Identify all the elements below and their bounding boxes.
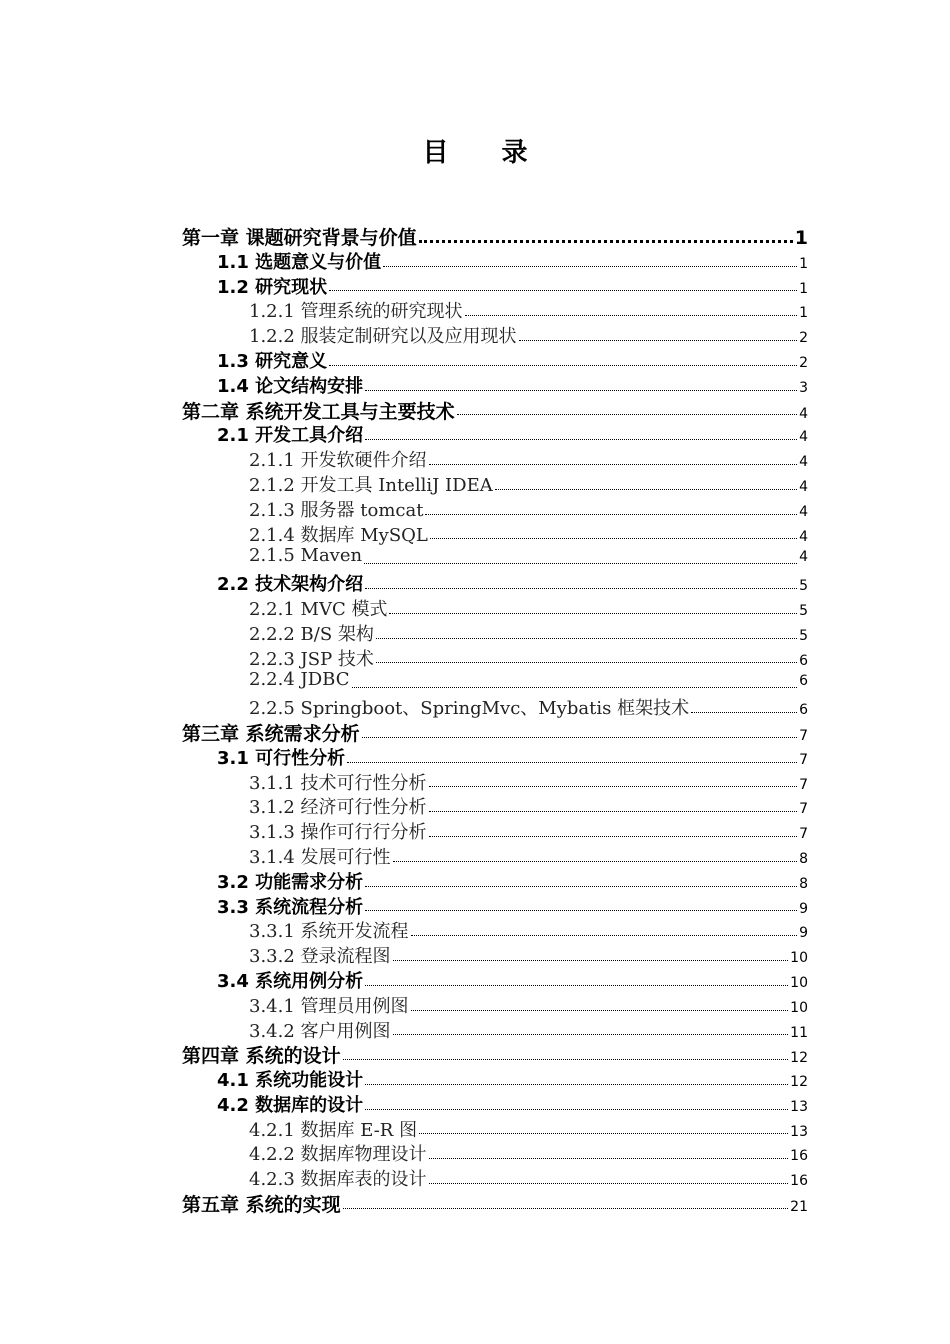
toc-entry[interactable] <box>182 471 808 496</box>
toc-entry-page-number: 11 <box>790 1024 808 1041</box>
dot-leader <box>365 1109 788 1110</box>
toc-entry[interactable] <box>182 893 808 918</box>
toc-entry-label: 第五章 系统的实现 <box>182 1194 341 1217</box>
toc-entry-page-number: 6 <box>799 652 808 669</box>
dot-leader <box>343 1059 789 1060</box>
toc-title: 目 录 <box>422 138 550 168</box>
toc-entry-label: 3.1.1 技术可行性分析 <box>249 772 427 794</box>
dot-leader <box>393 1034 789 1035</box>
toc-entry-page-number: 6 <box>799 702 808 719</box>
dot-leader <box>429 464 798 465</box>
toc-entry-label: 3.1.4 发展可行性 <box>249 846 391 868</box>
toc-entry-page-number: 16 <box>790 1148 808 1165</box>
dot-leader <box>411 1010 789 1011</box>
toc-entry-page-number: 1 <box>799 305 808 322</box>
toc-entry-page-number: 21 <box>790 1199 808 1216</box>
toc-entry-page-number: 12 <box>790 1074 808 1091</box>
toc-entry[interactable] <box>182 645 808 670</box>
toc-entry-page-number: 3 <box>799 379 808 396</box>
dot-leader <box>429 1158 789 1159</box>
toc-entry-label: 1.4 论文结构安排 <box>217 375 364 397</box>
dot-leader <box>457 414 797 415</box>
toc-entry[interactable] <box>182 793 808 818</box>
toc-entry[interactable] <box>182 620 808 645</box>
toc-entry[interactable] <box>182 297 808 322</box>
dot-leader <box>343 1208 789 1209</box>
toc-entry-label: 1.1 选题意义与价值 <box>217 251 382 273</box>
toc-entry[interactable] <box>182 769 808 794</box>
toc-entry-label: 1.2 研究现状 <box>217 276 328 298</box>
dot-leader <box>691 712 797 713</box>
dot-leader <box>519 340 798 341</box>
toc-entry-label: 2.1.2 开发工具 IntelliJ IDEA <box>249 474 493 496</box>
dot-leader <box>365 588 797 589</box>
dot-leader <box>329 290 797 291</box>
toc-entry-label: 2.1.3 服务器 tomcat <box>249 499 424 521</box>
toc-entry-label: 3.3.1 系统开发流程 <box>249 921 409 943</box>
toc-entry-page-number: 5 <box>799 627 808 644</box>
toc-entry-label: 3.3.2 登录流程图 <box>249 946 391 968</box>
toc-entry-label: 2.2.5 Springboot、SpringMvc、Mybatis 框架技术 <box>249 698 690 720</box>
dot-leader <box>465 315 798 316</box>
dot-leader <box>419 1133 788 1134</box>
toc-entry-label: 2.2.4 JDBC <box>249 669 350 691</box>
toc-entry[interactable] <box>182 1066 808 1091</box>
toc-entry-label: 3.1 可行性分析 <box>217 747 346 769</box>
dot-leader <box>429 1183 789 1184</box>
toc-entry-page-number: 7 <box>799 826 808 843</box>
toc-entry-page-number: 10 <box>790 950 808 967</box>
dot-leader <box>376 638 797 639</box>
dot-leader <box>430 538 797 539</box>
toc-entry-page-number: 16 <box>790 1173 808 1190</box>
toc-entry-label: 3.4.2 客户用例图 <box>249 1020 391 1042</box>
toc-entry-label: 3.1.2 经济可行性分析 <box>249 797 427 819</box>
dot-leader <box>365 390 797 391</box>
toc-entry-page-number: 7 <box>799 751 808 768</box>
dot-leader <box>347 762 797 763</box>
toc-entry[interactable] <box>182 719 808 744</box>
toc-entry-page-number: 9 <box>799 925 808 942</box>
toc-entry[interactable] <box>182 669 808 694</box>
toc-entry[interactable] <box>182 1017 808 1042</box>
toc-entry-page-number: 4 <box>799 528 808 545</box>
dot-leader <box>365 1084 788 1085</box>
toc-entry[interactable] <box>182 248 808 273</box>
toc-entry[interactable] <box>182 446 808 471</box>
dot-leader <box>389 613 797 614</box>
dot-leader <box>383 266 797 267</box>
toc-entry-label: 2.2 技术架构介绍 <box>217 574 364 596</box>
dot-leader <box>495 489 797 490</box>
dot-leader <box>365 910 797 911</box>
toc-entry-label: 第四章 系统的设计 <box>182 1045 341 1068</box>
toc-entry[interactable] <box>182 322 808 347</box>
toc-entry[interactable] <box>182 595 808 620</box>
dot-leader <box>365 439 797 440</box>
toc-entry[interactable] <box>182 521 808 546</box>
dot-leader <box>329 365 797 366</box>
toc-entry-page-number: 10 <box>790 974 808 991</box>
toc-entry-page-number: 5 <box>799 578 808 595</box>
dot-leader <box>425 514 797 515</box>
toc-entry-label: 3.4.1 管理员用例图 <box>249 995 409 1017</box>
table-of-contents <box>182 223 808 1215</box>
toc-entry-page-number: 4 <box>799 549 808 566</box>
dot-leader <box>376 662 797 663</box>
toc-entry-page-number: 8 <box>799 850 808 867</box>
toc-entry-label: 2.2.3 JSP 技术 <box>249 648 374 670</box>
toc-entry-page-number: 7 <box>799 801 808 818</box>
toc-entry-page-number: 6 <box>799 673 808 690</box>
dot-leader <box>393 861 798 862</box>
toc-entry-page-number: 7 <box>799 727 808 744</box>
toc-entry-page-number: 1 <box>799 280 808 297</box>
dot-leader <box>429 786 798 787</box>
toc-entry-page-number: 4 <box>799 478 808 495</box>
toc-entry[interactable] <box>182 843 808 868</box>
toc-entry-page-number: 2 <box>799 354 808 371</box>
toc-entry-label: 第一章 课题研究背景与价值 <box>182 227 417 249</box>
toc-entry-label: 4.1 系统功能设计 <box>217 1070 364 1092</box>
toc-entry-label: 2.1.1 开发软硬件介绍 <box>249 450 427 472</box>
toc-entry-label: 3.4 系统用例分析 <box>217 970 364 992</box>
toc-entry-label: 2.2.2 B/S 架构 <box>249 623 374 645</box>
toc-entry-label: 2.2.1 MVC 模式 <box>249 598 388 620</box>
dot-leader <box>429 811 798 812</box>
toc-entry[interactable] <box>182 967 808 992</box>
toc-entry-label: 2.1 开发工具介绍 <box>217 425 364 447</box>
toc-entry-page-number: 2 <box>799 330 808 347</box>
toc-entry-page-number: 4 <box>799 429 808 446</box>
toc-entry-page-number: 9 <box>799 900 808 917</box>
toc-entry[interactable] <box>182 694 808 719</box>
toc-entry-label: 4.2.2 数据库物理设计 <box>249 1144 427 1166</box>
toc-entry[interactable] <box>182 744 808 769</box>
toc-entry[interactable] <box>182 1041 808 1066</box>
toc-entry-label: 4.2.1 数据库 E-R 图 <box>249 1119 418 1141</box>
toc-entry-page-number: 10 <box>790 999 808 1016</box>
toc-entry-label: 第二章 系统开发工具与主要技术 <box>182 400 455 423</box>
toc-entry-page-number: 1 <box>794 227 808 249</box>
toc-entry-page-number: 8 <box>799 875 808 892</box>
toc-entry[interactable] <box>182 397 808 422</box>
toc-entry-label: 3.2 功能需求分析 <box>217 871 364 893</box>
toc-entry[interactable] <box>182 223 808 248</box>
toc-entry[interactable] <box>182 1165 808 1190</box>
toc-entry-page-number: 13 <box>790 1123 808 1140</box>
toc-entry-label: 2.1.5 Maven <box>249 545 363 567</box>
toc-entry-label: 1.2.2 服装定制研究以及应用现状 <box>249 326 517 348</box>
toc-entry[interactable] <box>182 496 808 521</box>
dot-leader <box>365 886 797 887</box>
toc-entry[interactable] <box>182 992 808 1017</box>
toc-entry[interactable] <box>182 372 808 397</box>
toc-entry-page-number: 5 <box>799 602 808 619</box>
toc-entry[interactable] <box>182 917 808 942</box>
toc-entry-page-number: 12 <box>790 1050 808 1067</box>
toc-entry[interactable] <box>182 1140 808 1165</box>
toc-entry[interactable] <box>182 942 808 967</box>
toc-entry-label: 4.2 数据库的设计 <box>217 1094 364 1116</box>
dot-leader <box>352 687 798 688</box>
toc-entry-label: 1.2.1 管理系统的研究现状 <box>249 301 463 323</box>
dot-leader <box>393 960 789 961</box>
dot-leader <box>419 240 793 243</box>
toc-entry[interactable] <box>182 1091 808 1116</box>
dot-leader <box>362 737 797 738</box>
toc-entry-label: 3.3 系统流程分析 <box>217 896 364 918</box>
dot-leader <box>411 935 798 936</box>
toc-entry[interactable] <box>182 868 808 893</box>
toc-entry-label: 2.1.4 数据库 MySQL <box>249 524 428 546</box>
toc-entry-page-number: 7 <box>799 776 808 793</box>
toc-entry-page-number: 13 <box>790 1098 808 1115</box>
dot-leader <box>364 563 797 564</box>
toc-entry-label: 第三章 系统需求分析 <box>182 722 360 745</box>
toc-entry[interactable] <box>182 1190 808 1215</box>
toc-entry-label: 1.3 研究意义 <box>217 350 328 372</box>
toc-entry[interactable] <box>182 421 808 446</box>
dot-leader <box>429 836 798 837</box>
toc-entry-page-number: 1 <box>799 255 808 272</box>
toc-entry[interactable] <box>182 273 808 298</box>
toc-entry-page-number: 4 <box>799 454 808 471</box>
toc-entry[interactable] <box>182 818 808 843</box>
toc-entry-label: 3.1.3 操作可行行分析 <box>249 822 427 844</box>
toc-entry[interactable] <box>182 570 808 595</box>
toc-entry-label: 4.2.3 数据库表的设计 <box>249 1169 427 1191</box>
toc-entry-page-number: 4 <box>799 405 808 422</box>
toc-entry[interactable] <box>182 545 808 570</box>
toc-entry[interactable] <box>182 347 808 372</box>
toc-entry-page-number: 4 <box>799 503 808 520</box>
dot-leader <box>365 985 788 986</box>
toc-entry[interactable] <box>182 1116 808 1141</box>
